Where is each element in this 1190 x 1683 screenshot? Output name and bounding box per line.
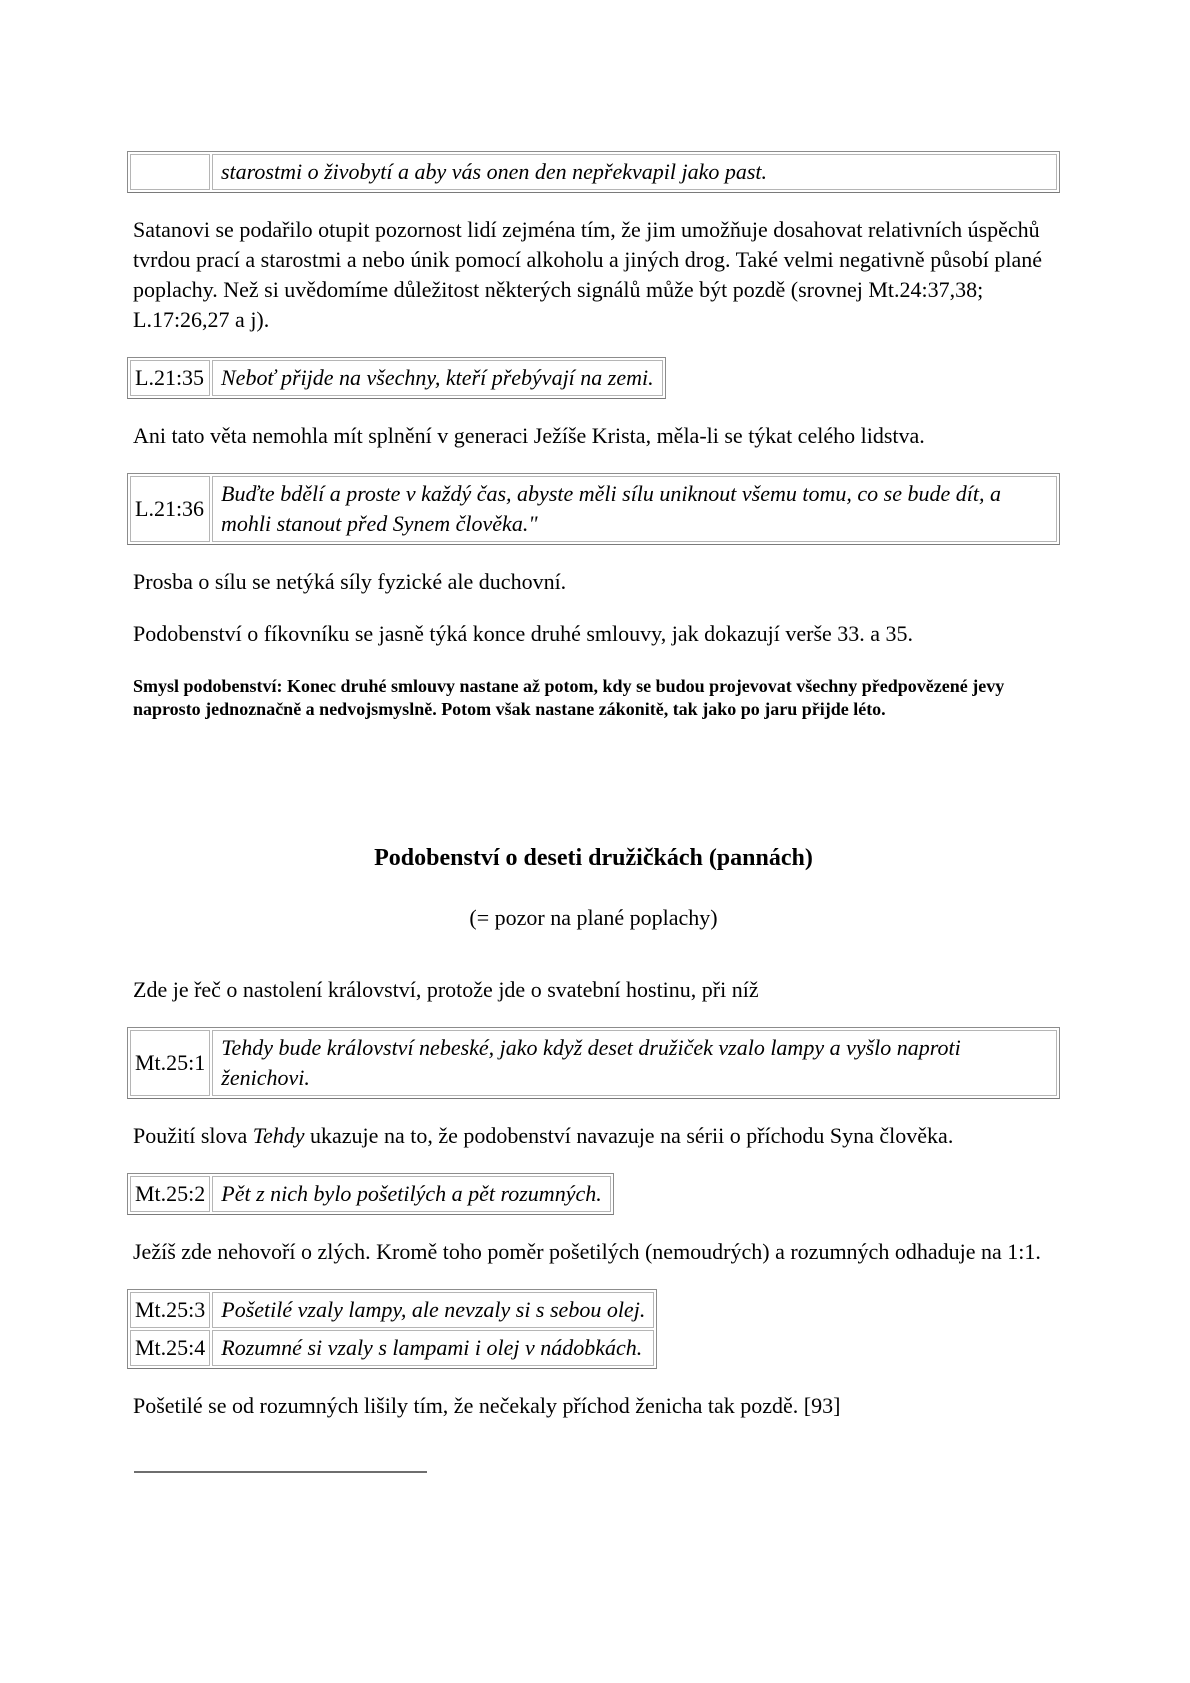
- verse-ref: L.21:36: [130, 476, 210, 542]
- section-subheading: (= pozor na plané poplachy): [469, 905, 718, 930]
- verse-text: Rozumné si vzaly s lampami i olej v nádobkách.: [212, 1330, 654, 1366]
- verse-row: [130, 1030, 1057, 1096]
- paragraph-ani-tato: Ani tato věta nemohla mít splnění v generaci Ježíše Krista, měla-li se týkat celého lidstva.: [133, 423, 925, 448]
- paragraph-pouziti: [133, 1121, 1060, 1151]
- paragraph-pouziti-after: ukazuje na to, že podobenství navazuje na sérii o příchodu Syna člověka.: [304, 1123, 954, 1148]
- paragraph-pouziti-italic-word: Tehdy: [252, 1123, 305, 1148]
- verse-row: [130, 154, 1057, 190]
- verse-table-l21-36: [127, 473, 1060, 545]
- verse-ref: Mt.25:4: [130, 1330, 210, 1366]
- verse-table-l21-35: [127, 357, 666, 399]
- verse-text: Buďte bdělí a proste v každý čas, abyste měli sílu uniknout všemu tomu, co se bude dít, a mohli stanout před Synem člověka.": [212, 476, 1057, 542]
- verse-row: [130, 1292, 654, 1328]
- paragraph-satan: Satanovi se podařilo otupit pozornost lidí zejména tím, že jim umožňuje dosahovat relativních úspěchů tvrdou prací a starostmi a nebo únik pomocí alkoholu a jiných drog. Také velmi negativně působí plané poplachy. Než si uvědomíme důležitost některých signálů může být pozdě (srovnej Mt.24:37,38; L.17:26,27 a j).: [133, 217, 1043, 332]
- verse-table-mt25-3-4: [127, 1289, 657, 1369]
- footnote-separator-rule: [134, 1471, 427, 1473]
- paragraph-fikovnik: Podobenství o fíkovníku se jasně týká konce druhé smlouvy, jak dokazují verše 33. a 35.: [133, 621, 914, 646]
- verse-text: starostmi o živobytí a aby vás onen den nepřekvapil jako past.: [212, 154, 1057, 190]
- verse-row: [130, 1176, 611, 1212]
- paragraph-pouziti-before: Použití slova: [133, 1123, 253, 1148]
- paragraph-zde-je-rec: Zde je řeč o nastolení království, protože jde o svatební hostinu, při níž: [133, 977, 759, 1002]
- verse-text: Neboť přijde na všechny, kteří přebývají na zemi.: [212, 360, 663, 396]
- verse-text: Pošetilé vzaly lampy, ale nevzaly si s sebou olej.: [212, 1292, 654, 1328]
- verse-text: Tehdy bude království nebeské, jako když deset družiček vzalo lampy a vyšlo naproti ženichovi.: [212, 1030, 1057, 1096]
- verse-row: [130, 360, 663, 396]
- verse-text: Pět z nich bylo pošetilých a pět rozumných.: [212, 1176, 610, 1212]
- paragraph-posetile: Pošetilé se od rozumných lišily tím, že nečekaly příchod ženicha tak pozdě. [93]: [133, 1393, 841, 1418]
- verse-table-mt25-2: [127, 1173, 614, 1215]
- verse-ref: Mt.25:3: [130, 1292, 210, 1328]
- verse-row: [130, 1330, 654, 1366]
- verse-ref: L.21:35: [130, 360, 210, 396]
- paragraph-prosba: Prosba o sílu se netýká síly fyzické ale duchovní.: [133, 569, 567, 594]
- verse-ref: Mt.25:2: [130, 1176, 210, 1212]
- verse-table-continuation: [127, 151, 1060, 193]
- paragraph-jezis: Ježíš zde nehovoří o zlých. Kromě toho poměr pošetilých (nemoudrých) a rozumných odhaduje na 1:1.: [133, 1239, 1041, 1264]
- verse-row: [130, 476, 1057, 542]
- paragraph-note-bold: Smysl podobenství: Konec druhé smlouvy nastane až potom, kdy se budou projevovat všechny předpovězené jevy naprosto jednoznačně a nedvojsmyslně. Potom však nastane zákonitě, tak jako po jaru přijde léto.: [133, 676, 1005, 719]
- verse-ref-empty: [130, 154, 210, 190]
- section-heading: Podobenství o deseti družičkách (pannách): [374, 845, 813, 871]
- verse-table-mt25-1: [127, 1027, 1060, 1099]
- verse-ref: Mt.25:1: [130, 1030, 210, 1096]
